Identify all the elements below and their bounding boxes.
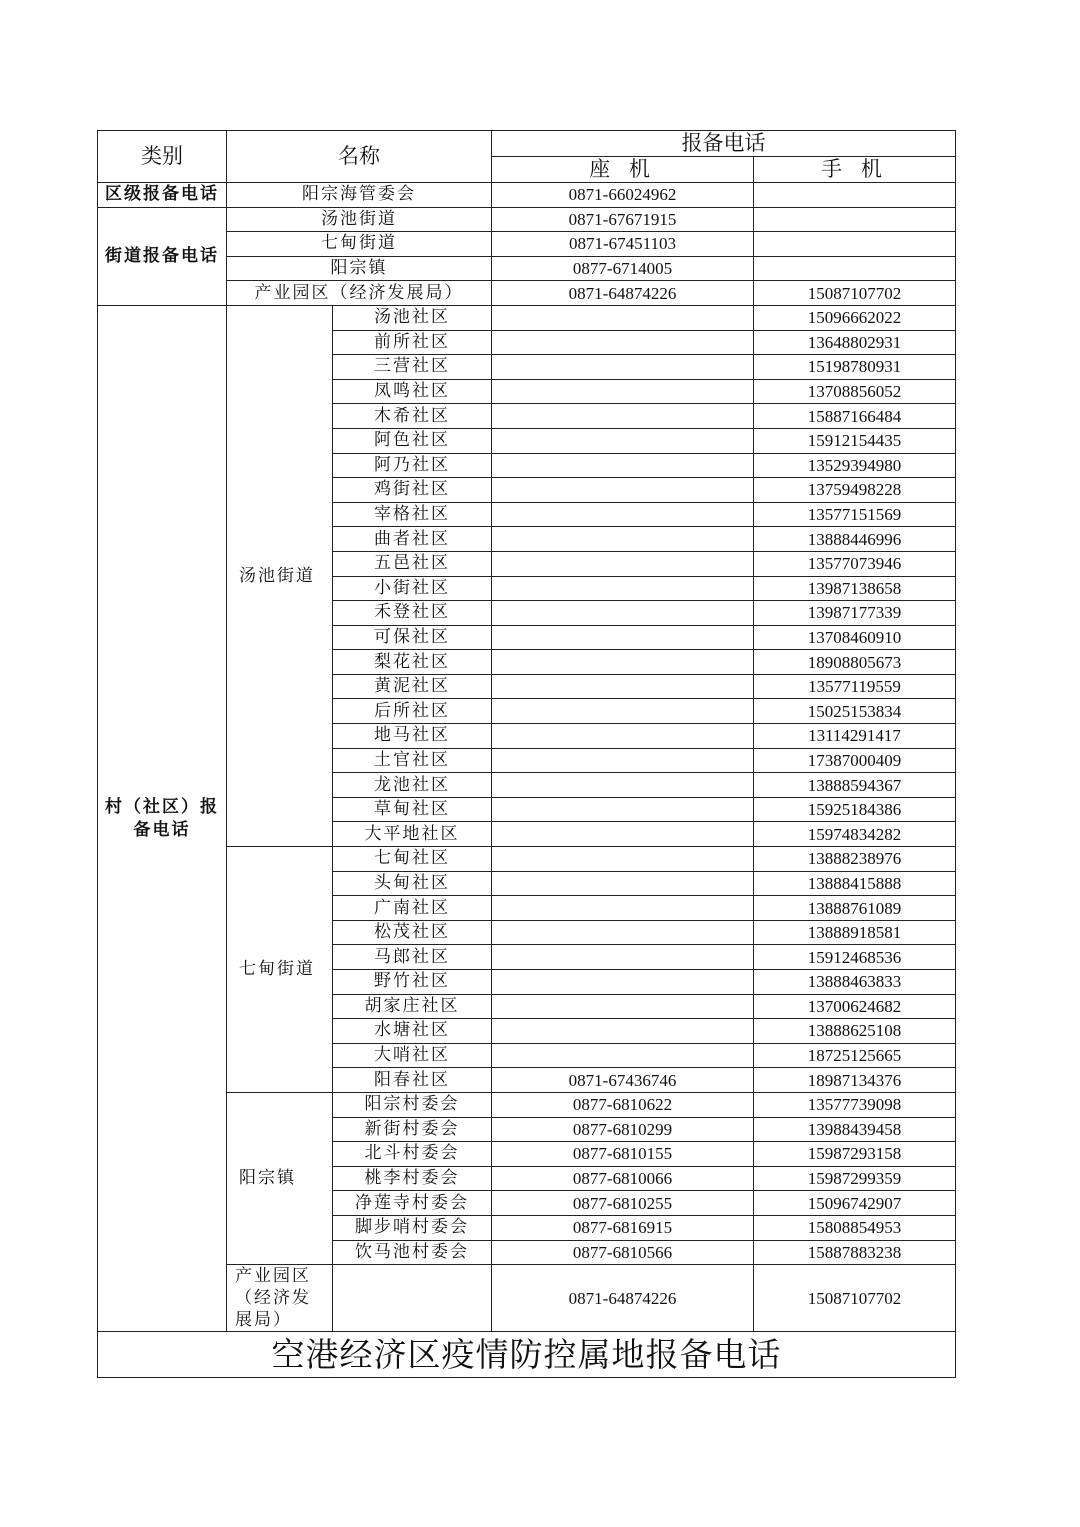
park-landline: 0871-64874226: [492, 1265, 754, 1332]
street-name: 产业园区（经济发展局）: [227, 281, 492, 306]
community-mobile: 13888238976: [754, 847, 956, 872]
community-name: 黄泥社区: [333, 674, 492, 699]
community-mobile: 13529394980: [754, 453, 956, 478]
street-landline: 0871-67451103: [492, 232, 754, 257]
community-landline: [492, 797, 754, 822]
street-landline: 0871-67671915: [492, 207, 754, 232]
community-landline: [492, 576, 754, 601]
community-landline: [492, 773, 754, 798]
community-mobile: 13888463833: [754, 970, 956, 995]
community-name: 阿乃社区: [333, 453, 492, 478]
community-name: 水塘社区: [333, 1019, 492, 1044]
footer-title: 空港经济区疫情防控属地报备电话: [98, 1332, 956, 1378]
community-landline: [492, 699, 754, 724]
community-mobile: 15974834282: [754, 822, 956, 847]
community-mobile: 13888918581: [754, 920, 956, 945]
community-mobile: 13577073946: [754, 551, 956, 576]
community-landline: [492, 970, 754, 995]
community-name: 净莲寺村委会: [333, 1191, 492, 1216]
community-mobile: 13988439458: [754, 1117, 956, 1142]
community-landline: [492, 674, 754, 699]
community-name: 野竹社区: [333, 970, 492, 995]
community-mobile: 15025153834: [754, 699, 956, 724]
community-name: 饮马池村委会: [333, 1240, 492, 1265]
community-name: 土官社区: [333, 748, 492, 773]
community-name: 禾登社区: [333, 601, 492, 626]
category-district: 区级报备电话: [98, 183, 227, 208]
community-mobile: 18908805673: [754, 650, 956, 675]
district-landline: 0871-66024962: [492, 183, 754, 208]
community-name: 新街村委会: [333, 1117, 492, 1142]
community-landline: [492, 650, 754, 675]
community-name: 北斗村委会: [333, 1142, 492, 1167]
community-landline: [492, 453, 754, 478]
district-name: 阳宗海管委会: [227, 183, 492, 208]
community-landline: [492, 871, 754, 896]
header-landline: 座 机: [492, 157, 754, 183]
community-name: 七甸社区: [333, 847, 492, 872]
community-mobile: 15198780931: [754, 355, 956, 380]
category-village: 村（社区）报备电话: [98, 305, 227, 1331]
street-mobile: 15087107702: [754, 281, 956, 306]
community-landline: [492, 748, 754, 773]
community-mobile: 13888594367: [754, 773, 956, 798]
community-mobile: 13700624682: [754, 994, 956, 1019]
community-mobile: 13708856052: [754, 379, 956, 404]
community-mobile: 13888761089: [754, 896, 956, 921]
street-mobile: [754, 256, 956, 281]
community-mobile: 15096662022: [754, 305, 956, 330]
community-mobile: 15987299359: [754, 1166, 956, 1191]
community-mobile: 13888415888: [754, 871, 956, 896]
park-name: 产业园区（经济发展局）: [227, 1265, 333, 1332]
community-landline: [492, 478, 754, 503]
community-name: 五邑社区: [333, 551, 492, 576]
community-name: 马郎社区: [333, 945, 492, 970]
community-name: 阳宗村委会: [333, 1092, 492, 1117]
community-landline: [492, 502, 754, 527]
community-mobile: 13708460910: [754, 625, 956, 650]
community-mobile: 13987138658: [754, 576, 956, 601]
community-landline: [492, 625, 754, 650]
street-landline: 0877-6714005: [492, 256, 754, 281]
street-name: 七甸街道: [227, 232, 492, 257]
community-landline: [492, 404, 754, 429]
community-landline: 0877-6810566: [492, 1240, 754, 1265]
community-landline: [492, 920, 754, 945]
park-mobile: 15087107702: [754, 1265, 956, 1332]
community-name: 脚步哨村委会: [333, 1215, 492, 1240]
community-mobile: 15987293158: [754, 1142, 956, 1167]
district-mobile: [754, 183, 956, 208]
community-landline: [492, 305, 754, 330]
community-landline: [492, 994, 754, 1019]
community-landline: [492, 355, 754, 380]
community-landline: [492, 330, 754, 355]
table-row: [98, 847, 956, 872]
community-mobile: 13114291417: [754, 724, 956, 749]
community-mobile: 18987134376: [754, 1068, 956, 1093]
community-name: 汤池社区: [333, 305, 492, 330]
community-name: 可保社区: [333, 625, 492, 650]
community-mobile: 13648802931: [754, 330, 956, 355]
community-mobile: 13888625108: [754, 1019, 956, 1044]
community-mobile: 13577151569: [754, 502, 956, 527]
community-name: 木希社区: [333, 404, 492, 429]
community-landline: [492, 379, 754, 404]
community-mobile: 15912154435: [754, 428, 956, 453]
community-name: 鸡街社区: [333, 478, 492, 503]
header-category: 类别: [98, 131, 227, 183]
report-phone-table: [97, 130, 956, 1378]
community-name: 松茂社区: [333, 920, 492, 945]
community-mobile: 15887166484: [754, 404, 956, 429]
community-name: 大平地社区: [333, 822, 492, 847]
community-mobile: 13759498228: [754, 478, 956, 503]
community-mobile: 15808854953: [754, 1215, 956, 1240]
community-mobile: 15925184386: [754, 797, 956, 822]
community-landline: 0877-6810066: [492, 1166, 754, 1191]
community-landline: [492, 896, 754, 921]
community-name: 小街社区: [333, 576, 492, 601]
community-mobile: 17387000409: [754, 748, 956, 773]
community-landline: [492, 428, 754, 453]
community-name: 地马社区: [333, 724, 492, 749]
table-row: [98, 1265, 956, 1332]
community-landline: [492, 822, 754, 847]
community-name: 阿色社区: [333, 428, 492, 453]
community-name: 大哨社区: [333, 1043, 492, 1068]
community-name: 梨花社区: [333, 650, 492, 675]
community-name: 宰格社区: [333, 502, 492, 527]
street-name: 阳宗镇: [227, 256, 492, 281]
community-name: 胡家庄社区: [333, 994, 492, 1019]
group-name: 七甸街道: [227, 847, 333, 1093]
community-mobile: 15912468536: [754, 945, 956, 970]
group-name: 汤池街道: [227, 305, 333, 846]
community-landline: [492, 1043, 754, 1068]
community-landline: 0877-6810255: [492, 1191, 754, 1216]
community-mobile: 13577739098: [754, 1092, 956, 1117]
community-landline: 0877-6810299: [492, 1117, 754, 1142]
street-name: 汤池街道: [227, 207, 492, 232]
community-name: 曲者社区: [333, 527, 492, 552]
header-name: 名称: [227, 131, 492, 183]
park-community: [333, 1265, 492, 1332]
community-name: 龙池社区: [333, 773, 492, 798]
street-landline: 0871-64874226: [492, 281, 754, 306]
community-landline: [492, 847, 754, 872]
group-name: 阳宗镇: [227, 1092, 333, 1264]
community-landline: [492, 724, 754, 749]
community-name: 头甸社区: [333, 871, 492, 896]
community-mobile: 13987177339: [754, 601, 956, 626]
community-landline: [492, 601, 754, 626]
header-phone: 报备电话: [492, 131, 956, 157]
community-name: 广南社区: [333, 896, 492, 921]
street-mobile: [754, 207, 956, 232]
community-name: 前所社区: [333, 330, 492, 355]
community-mobile: 15887883238: [754, 1240, 956, 1265]
community-mobile: 13577119559: [754, 674, 956, 699]
community-landline: 0877-6810155: [492, 1142, 754, 1167]
community-landline: [492, 527, 754, 552]
street-mobile: [754, 232, 956, 257]
community-landline: [492, 945, 754, 970]
community-mobile: 13888446996: [754, 527, 956, 552]
table-row: [98, 305, 956, 330]
community-name: 阳春社区: [333, 1068, 492, 1093]
category-street: 街道报备电话: [98, 207, 227, 305]
community-name: 凤鸣社区: [333, 379, 492, 404]
community-mobile: 18725125665: [754, 1043, 956, 1068]
community-landline: 0871-67436746: [492, 1068, 754, 1093]
community-name: 草甸社区: [333, 797, 492, 822]
community-name: 三营社区: [333, 355, 492, 380]
community-landline: [492, 1019, 754, 1044]
community-mobile: 15096742907: [754, 1191, 956, 1216]
community-landline: [492, 551, 754, 576]
community-name: 桃李村委会: [333, 1166, 492, 1191]
table-row: [98, 1092, 956, 1117]
community-name: 后所社区: [333, 699, 492, 724]
header-mobile: 手 机: [754, 157, 956, 183]
community-landline: 0877-6810622: [492, 1092, 754, 1117]
community-landline: 0877-6816915: [492, 1215, 754, 1240]
